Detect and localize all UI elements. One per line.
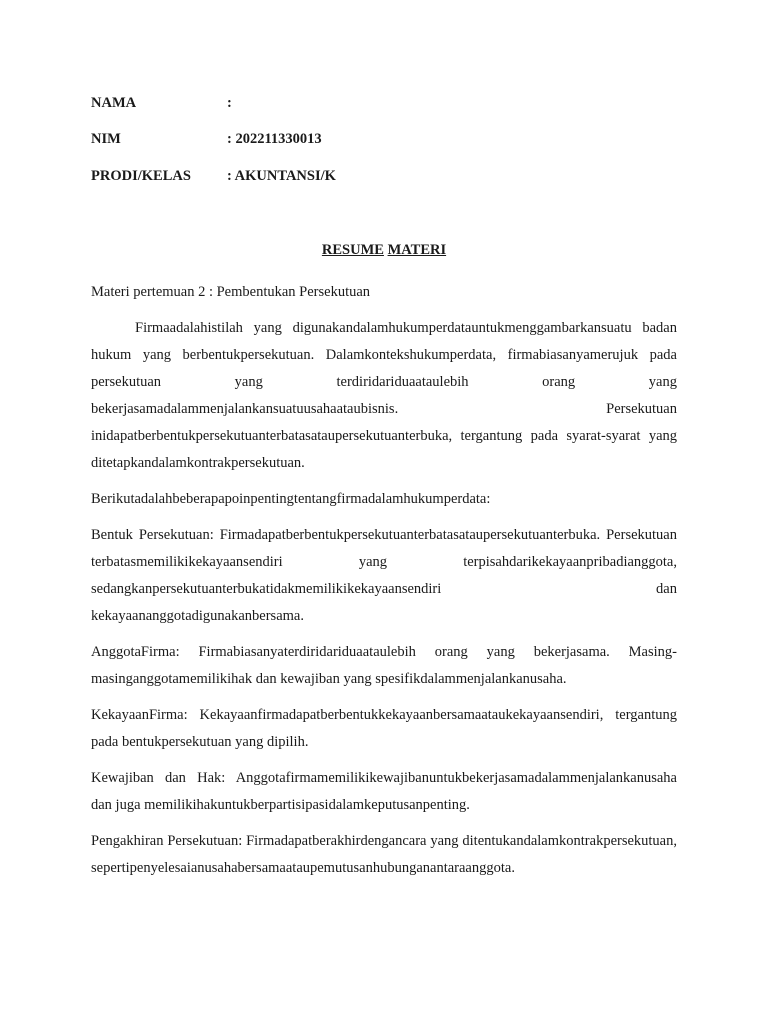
paragraph-kewajiban-hak: Kewajiban dan Hak: Anggotafirmamemilikikewajibanuntukbekerjasamadalammenjalankanusaha dan juga memilikihakuntukberpartisipasidalamkeputusanpenting.	[91, 770, 677, 813]
nim-value: : 202211330013	[227, 131, 322, 147]
nim-label: NIM	[91, 131, 121, 147]
paragraph-intro: Firmaadalahistilah yang digunakandalamhukumperdatauntukmenggambarkansuatu badan hukum yang berbentukpersekutuan. Dalamkontekshukumperdata, firmabiasanyamerujuk pada persekutuan yang terdiridariduaataulebih orang yang bekerjasamadalammenjalankansuatuusahaataubisnis. Persekutuan inidapatberbentukpersekutuanterbatasataupersekutuanterbuka, tergantung pada syarat-syarat yang ditetapkandalamkontrakpersekutuan.	[91, 320, 677, 471]
paragraph-kekayaan-firma: KekayaanFirma: Kekayaanfirmadapatberbentukkekayaanbersamaataukekayaansendiri, tergantung pada bentukpersekutuan yang dipilih.	[91, 707, 677, 750]
paragraph-points-intro: Berikutadalahbeberapapoinpentingtentangfirmadalamhukumperdata:	[91, 491, 491, 507]
paragraph-pengakhiran: Pengakhiran Persekutuan: Firmadapatberakhirdengancara yang ditentukandalamkontrakpersekutuan, sepertipenyelesaianusahabersamaataupemutusanhubunganantaraanggota.	[91, 833, 677, 876]
subtitle-line: Materi pertemuan 2 : Pembentukan Persekutuan	[91, 284, 371, 300]
document-body	[91, 279, 677, 891]
title-word-materi: MATERI	[387, 242, 447, 258]
prodi-value: : AKUNTANSI/K	[227, 168, 336, 184]
prodi-label: PRODI/KELAS	[91, 168, 191, 184]
nama-value: :	[227, 95, 232, 111]
title-word-resume: RESUME	[321, 242, 384, 258]
paragraph-anggota-firma: AnggotaFirma: Firmabiasanyaterdiridariduaataulebih orang yang bekerjasama. Masing-masinganggotamemilikihak dan kewajiban yang spesifikdalammenjalankanusaha.	[91, 644, 677, 687]
nama-label: NAMA	[91, 95, 137, 111]
document-title	[0, 241, 768, 259]
paragraph-bentuk-persekutuan: Bentuk Persekutuan: Firmadapatberbentukpersekutuanterbatasataupersekutuanterbuka. Persekutuan terbatasmemilikikekayaansendiri yang terpisahdarikekayaanpribadianggota, sedangkanpersekutuanterbukatidakmemilikikekayaansendiri dan kekayaananggotadigunakanbersama.	[91, 527, 677, 624]
